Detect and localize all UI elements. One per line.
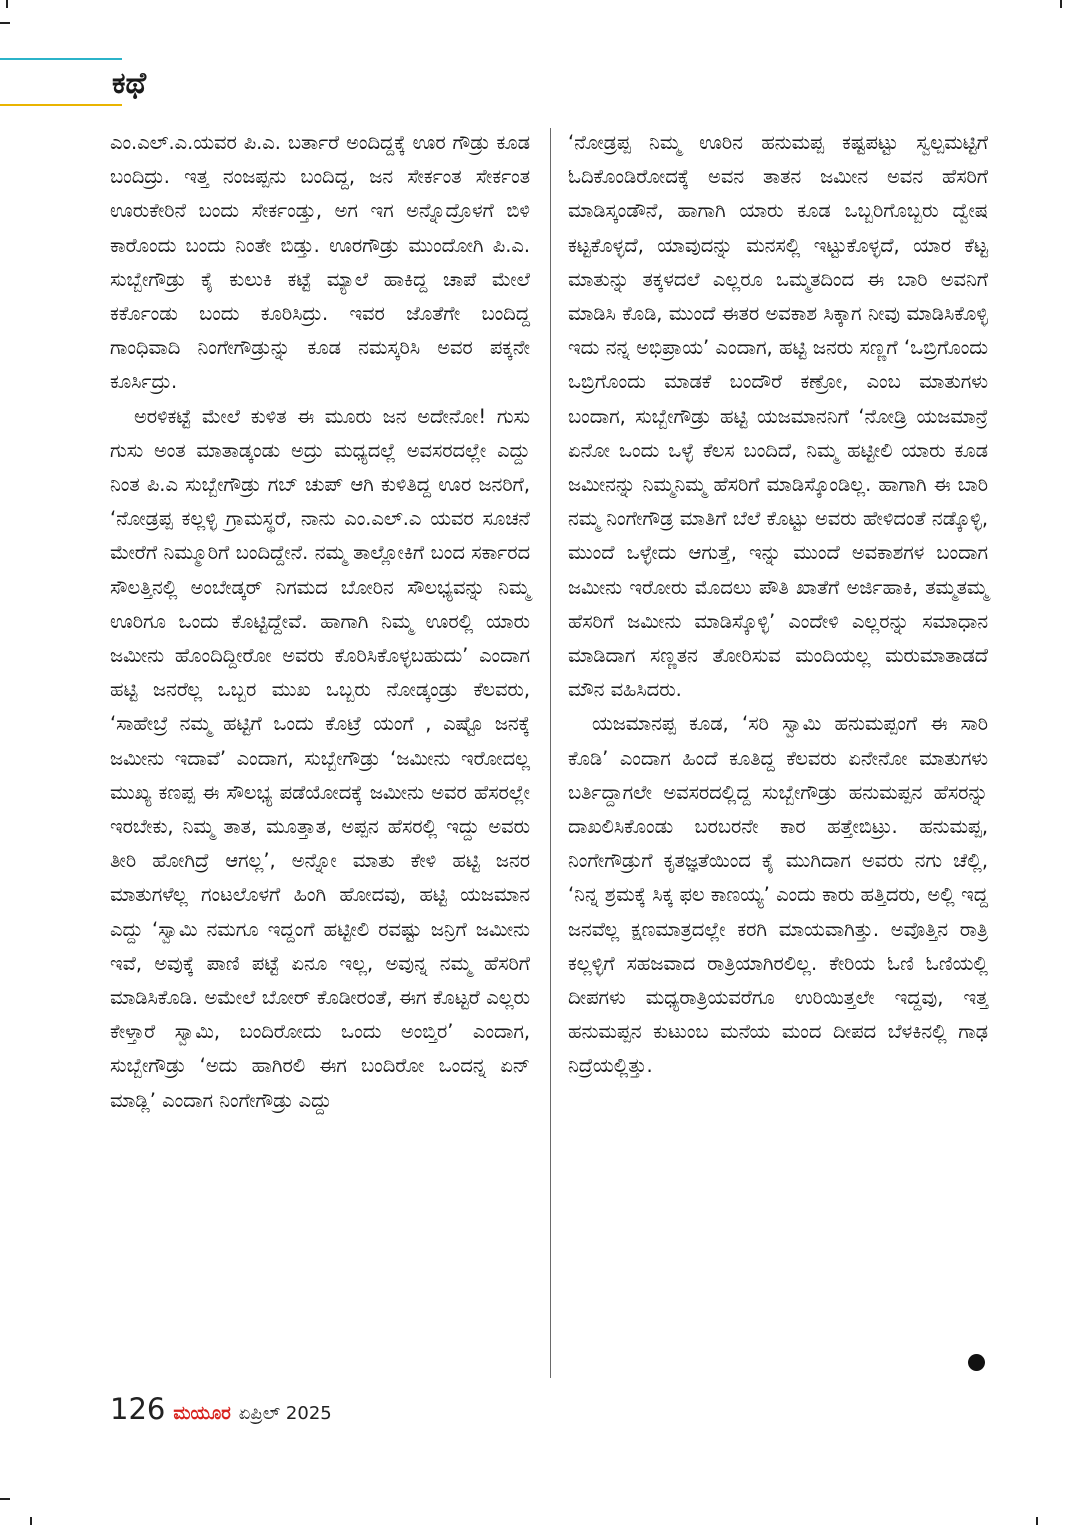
crop-mark-top-right — [1060, 0, 1062, 8]
crop-mark-top-left-side — [0, 22, 10, 24]
end-of-story-bullet-icon — [968, 1354, 985, 1371]
section-title: ಕಥೆ — [112, 66, 147, 101]
article-column-right — [568, 126, 988, 1084]
crop-mark-bottom-left — [0, 1498, 10, 1500]
header-rule-yellow — [0, 104, 122, 106]
crop-mark-bottom-right — [1036, 1517, 1038, 1525]
magazine-logo: ಮಯೂರ — [173, 1403, 231, 1424]
issue-date: ಏಪ್ರಿಲ್ 2025 — [238, 1403, 332, 1424]
crop-mark-top-left — [6, 0, 8, 8]
page-footer — [110, 1392, 332, 1428]
header-rule-cyan — [0, 58, 122, 60]
paragraph: ‘ನೋಡ್ರಪ್ಪ ನಿಮ್ಮ ಊರಿನ ಹನುಮಪ್ಪ ಕಷ್ಟಪಟ್ಟು ಸ್ವಲ್ಪಮಟ್ಟಿಗೆ ಓದಿಕೊಂಡಿರೋದಕ್ಕೆ ಅವನ ತಾತನ ಜಮೀನ ಅವನ ಹೆಸರಿಗೆ ಮಾಡಿಸ್ಕಂಡೌನೆ, ಹಾಗಾಗಿ ಯಾರು ಕೂಡ ಒಬ್ಬರಿಗೊಬ್ಬರು ದ್ವೇಷ ಕಟ್ಟಕೊಳ್ಳದೆ, ಯಾವುದನ್ನು ಮನಸಲ್ಲಿ ಇಟ್ಟುಕೊಳ್ಳದೆ, ಯಾರ ಕೆಟ್ಟ ಮಾತುನ್ನು ತಕ್ಕಳದಲೆ ಎಲ್ಲರೂ ಒಮ್ಮತದಿಂದ ಈ ಬಾರಿ ಅವನಿಗೆ ಮಾಡಿಸಿ ಕೊಡಿ, ಮುಂದೆ ಈತರ ಅವಕಾಶ ಸಿಕ್ಕಾಗ ನೀವು ಮಾಡಿಸಿಕೊಳ್ಳಿ ಇದು ನನ್ನ ಅಭಿಪ್ರಾಯ’ ಎಂದಾಗ, ಹಟ್ಟಿ ಜನರು ಸಣ್ಣಗೆ ‘ಒಬ್ರಿಗೊಂದು ಒಬ್ರಿಗೊಂದು ಮಾಡಕೆ ಬಂದೌರೆ ಕಣ್ರೋ, ಎಂಬ ಮಾತುಗಳು ಬಂದಾಗ, ಸುಬ್ಬೇಗೌಡ್ರು ಹಟ್ಟಿ ಯಜಮಾನನಿಗೆ ‘ನೋಡ್ರಿ ಯಜಮಾನ್ರೆ ಏನೋ ಒಂದು ಒಳ್ಳೆ ಕೆಲಸ ಬಂದಿದೆ, ನಿಮ್ಮ ಹಟ್ಟೀಲಿ ಯಾರು ಕೂಡ ಜಮೀನನ್ನು ನಿಮ್ಮನಿಮ್ಮ ಹೆಸರಿಗೆ ಮಾಡಿಸ್ಕೊಂಡಿಲ್ಲ. ಹಾಗಾಗಿ ಈ ಬಾರಿ ನಮ್ಮ ನಿಂಗೇಗೌಡ್ರ ಮಾತಿಗೆ ಬೆಲೆ ಕೊಟ್ಟು ಅವರು ಹೇಳಿದಂತೆ ನಡ್ಕೊಳ್ಳಿ, ಮುಂದೆ ಒಳ್ಳೇದು ಆಗುತ್ತೆ, ಇನ್ನು ಮುಂದೆ ಅವಕಾಶಗಳ ಬಂದಾಗ ಜಮೀನು ಇರೋರು ಮೊದಲು ಪೌತಿ ಖಾತೆಗೆ ಅರ್ಜಿಹಾಕಿ, ತಮ್ಮತಮ್ಮ ಹೆಸರಿಗೆ ಜಮೀನು ಮಾಡಿಸ್ಕೊಳ್ಳಿ’ ಎಂದೇಳಿ ಎಲ್ಲರನ್ನು ಸಮಾಧಾನ ಮಾಡಿದಾಗ ಸಣ್ಣತನ ತೋರಿಸುವ ಮಂದಿಯಲ್ಲ ಮರುಮಾತಾಡದೆ ಮೌನ ವಹಿಸಿದರು. — [568, 131, 988, 702]
paragraph: ಎಂ.ಎಲ್.ಎ.ಯವರ ಪಿ.ಎ. ಬರ್ತಾರೆ ಅಂದಿದ್ದಕ್ಕೆ ಊರ ಗೌಡ್ರು ಕೂಡ ಬಂದಿದ್ರು. ಇತ್ತ ನಂಜಪ್ಪನು ಬಂದಿದ್ದ, ಜನ ಸೇರ್ಕಂತ ಸೇರ್ಕಂತ ಊರುಕೇರಿನೆ ಬಂದು ಸೇರ್ಕಂಡ್ತು, ಅಗ ಇಗ ಅನ್ನೊದ್ರೊಳಗೆ ಬಿಳಿ ಕಾರೊಂದು ಬಂದು ನಿಂತೇ ಬಿಡ್ತು. ಊರಗೌಡ್ರು ಮುಂದೋಗಿ ಪಿ.ಎ. ಸುಬ್ಬೇಗೌಡ್ರು ಕೈ ಕುಲುಕಿ ಕಟ್ಟೆ ಮ್ಯಾಲೆ ಹಾಕಿದ್ದ ಚಾಪೆ ಮೇಲೆ ಕರ್ಕೊಂಡು ಬಂದು ಕೂರಿಸಿದ್ರು. ಇವರ ಜೊತೆಗೇ ಬಂದಿದ್ದ ಗಾಂಧಿವಾದಿ ನಿಂಗೇಗೌಡ್ರುನ್ನು ಕೂಡ ನಮಸ್ಕರಿಸಿ ಅವರ ಪಕ್ಕನೇ ಕೂರ್ಸಿದ್ರು. — [110, 131, 530, 394]
crop-mark-bottom-left-foot — [30, 1517, 32, 1525]
column-divider — [550, 128, 551, 1378]
article-column-left — [110, 126, 530, 1118]
paragraph: ಅರಳಿಕಟ್ಟೆ ಮೇಲೆ ಕುಳಿತ ಈ ಮೂರು ಜನ ಅದೇನೋ! ಗುಸು ಗುಸು ಅಂತ ಮಾತಾಡ್ಕಂಡು ಅದ್ರು ಮಧ್ಯದಲ್ಲೆ ಅವಸರದಲ್ಲೇ ಎದ್ದು ನಿಂತ ಪಿ.ಎ ಸುಬ್ಬೇಗೌಡ್ರು ಗಬ್ ಚುಪ್ ಆಗಿ ಕುಳಿತಿದ್ದ ಊರ ಜನರಿಗೆ, ‘ನೋಡ್ರಪ್ಪ ಕಲ್ಲಳ್ಳಿ ಗ್ರಾಮಸ್ಥರೆ, ನಾನು ಎಂ.ಎಲ್.ಎ ಯವರ ಸೂಚನೆ ಮೇರೆಗೆ ನಿಮ್ಮೂರಿಗೆ ಬಂದಿದ್ದೇನೆ. ನಮ್ಮ ತಾಲ್ಲೋಕಿಗೆ ಬಂದ ಸರ್ಕಾರದ ಸೌಲತ್ತಿನಲ್ಲಿ ಅಂಬೇಡ್ಕರ್ ನಿಗಮದ ಬೋರಿನ ಸೌಲಭ್ಯವನ್ನು ನಿಮ್ಮ ಊರಿಗೂ ಒಂದು ಕೊಟ್ಟಿದ್ದೇವೆ. ಹಾಗಾಗಿ ನಿಮ್ಮ ಊರಲ್ಲಿ ಯಾರು ಜಮೀನು ಹೊಂದಿದ್ದೀರೋ ಅವರು ಕೊರಿಸಿಕೊಳ್ಳಬಹುದು’ ಎಂದಾಗ ಹಟ್ಟಿ ಜನರೆಲ್ಲ ಒಬ್ಬರ ಮುಖ ಒಬ್ಬರು ನೋಡ್ಕಂಡ್ರು ಕೆಲವರು, ‘ಸಾಹೇಬ್ರೆ ನಮ್ಮ ಹಟ್ಟಿಗೆ ಒಂದು ಕೊಟ್ರೆ ಯಂಗೆ , ಎಷ್ಟೊ ಜನಕ್ಕೆ ಜಮೀನು ಇದಾವೆ’ ಎಂದಾಗ, ಸುಬ್ಬೇಗೌಡ್ರು ‘ಜಮೀನು ಇರೋದಲ್ಲ ಮುಖ್ಯ ಕಣಪ್ಪ ಈ ಸೌಲಭ್ಯ ಪಡೆಯೋದಕ್ಕೆ ಜಮೀನು ಅವರ ಹೆಸರಲ್ಲೇ ಇರಬೇಕು, ನಿಮ್ಮ ತಾತ, ಮೂತ್ತಾತ, ಅಪ್ಪನ ಹೆಸರಲ್ಲಿ ಇದ್ದು ಅವರು ತೀರಿ ಹೋಗಿದ್ರೆ ಆಗಲ್ಲ’, ಅನ್ನೋ ಮಾತು ಕೇಳಿ ಹಟ್ಟಿ ಜನರ ಮಾತುಗಳೆಲ್ಲ ಗಂಟಲೊಳಗೆ ಹಿಂಗಿ ಹೋದವು, ಹಟ್ಟಿ ಯಜಮಾನ ಎದ್ದು ‘ಸ್ವಾಮಿ ನಮಗೂ ಇದ್ದಂಗೆ ಹಟ್ಟೀಲಿ ರವಷ್ಟು ಜನ್ರಿಗೆ ಜಮೀನು ಇವೆ, ಅವುಕ್ಕೆ ಪಾಣಿ ಪಟ್ಟೆ ಏನೂ ಇಲ್ಲ, ಅವುನ್ನ ನಮ್ಮ ಹೆಸರಿಗೆ ಮಾಡಿಸಿಕೊಡಿ. ಅಮೇಲೆ ಬೋರ್ ಕೊಡೀರಂತೆ, ಈಗ ಕೊಟ್ಟರೆ ಎಲ್ಲರು ಕೇಳ್ತಾರೆ ಸ್ವಾಮಿ, ಬಂದಿರೋದು ಒಂದು ಅಂಬ್ತಿರ’ ಎಂದಾಗ, ಸುಬ್ಬೇಗೌಡ್ರು ‘ಅದು ಹಾಗಿರಲಿ ಈಗ ಬಂದಿರೋ ಒಂದನ್ನ ಏನ್ ಮಾಡ್ಲಿ’ ಎಂದಾಗ ನಿಂಗೇಗೌಡ್ರು ಎದ್ದು — [110, 404, 530, 1112]
paragraph: ಯಜಮಾನಪ್ಪ ಕೂಡ, ‘ಸರಿ ಸ್ವಾಮಿ ಹನುಮಪ್ಪಂಗೆ ಈ ಸಾರಿ ಕೊಡಿ’ ಎಂದಾಗ ಹಿಂದೆ ಕೂತಿದ್ದ ಕೆಲವರು ಏನೇನೋ ಮಾತುಗಳು ಬರ್ತಿದ್ದಾಗಲೇ ಅವಸರದಲ್ಲಿದ್ದ ಸುಬ್ಬೇಗೌಡ್ರು ಹನುಮಪ್ಪನ ಹೆಸರನ್ನು ದಾಖಲಿಸಿಕೊಂಡು ಬರಬರನೇ ಕಾರ ಹತ್ತೇಬಿಟ್ರು. ಹನುಮಪ್ಪ, ನಿಂಗೇಗೌಡ್ರುಗೆ ಕೃತಜ್ಞತೆಯಿಂದ ಕೈ ಮುಗಿದಾಗ ಅವರು ನಗು ಚೆಲ್ಲಿ, ‘ನಿನ್ನ ಶ್ರಮಕ್ಕೆ ಸಿಕ್ಕ ಫಲ ಕಾಣಯ್ಯ’ ಎಂದು ಕಾರು ಹತ್ತಿದರು, ಅಲ್ಲಿ ಇದ್ದ ಜನವೆಲ್ಲ ಕ್ಷಣಮಾತ್ರದಲ್ಲೇ ಕರಗಿ ಮಾಯವಾಗಿತ್ತು. ಅವೊತ್ತಿನ ರಾತ್ರಿ ಕಲ್ಲಳ್ಳಿಗೆ ಸಹಜವಾದ ರಾತ್ರಿಯಾಗಿರಲಿಲ್ಲ. ಕೇರಿಯ ಓಣಿ ಓಣಿಯಲ್ಲಿ ದೀಪಗಳು ಮಧ್ಯರಾತ್ರಿಯವರೆಗೂ ಉರಿಯಿತ್ತಲೇ ಇದ್ದವು, ಇತ್ತ ಹನುಮಪ್ಪನ ಕುಟುಂಬ ಮನೆಯ ಮಂದ ದೀಪದ ಬೆಳಕಿನಲ್ಲಿ ಗಾಢ ನಿದ್ರೆಯಲ್ಲಿತ್ತು. — [568, 712, 988, 1078]
page-number: 126 — [110, 1392, 166, 1426]
